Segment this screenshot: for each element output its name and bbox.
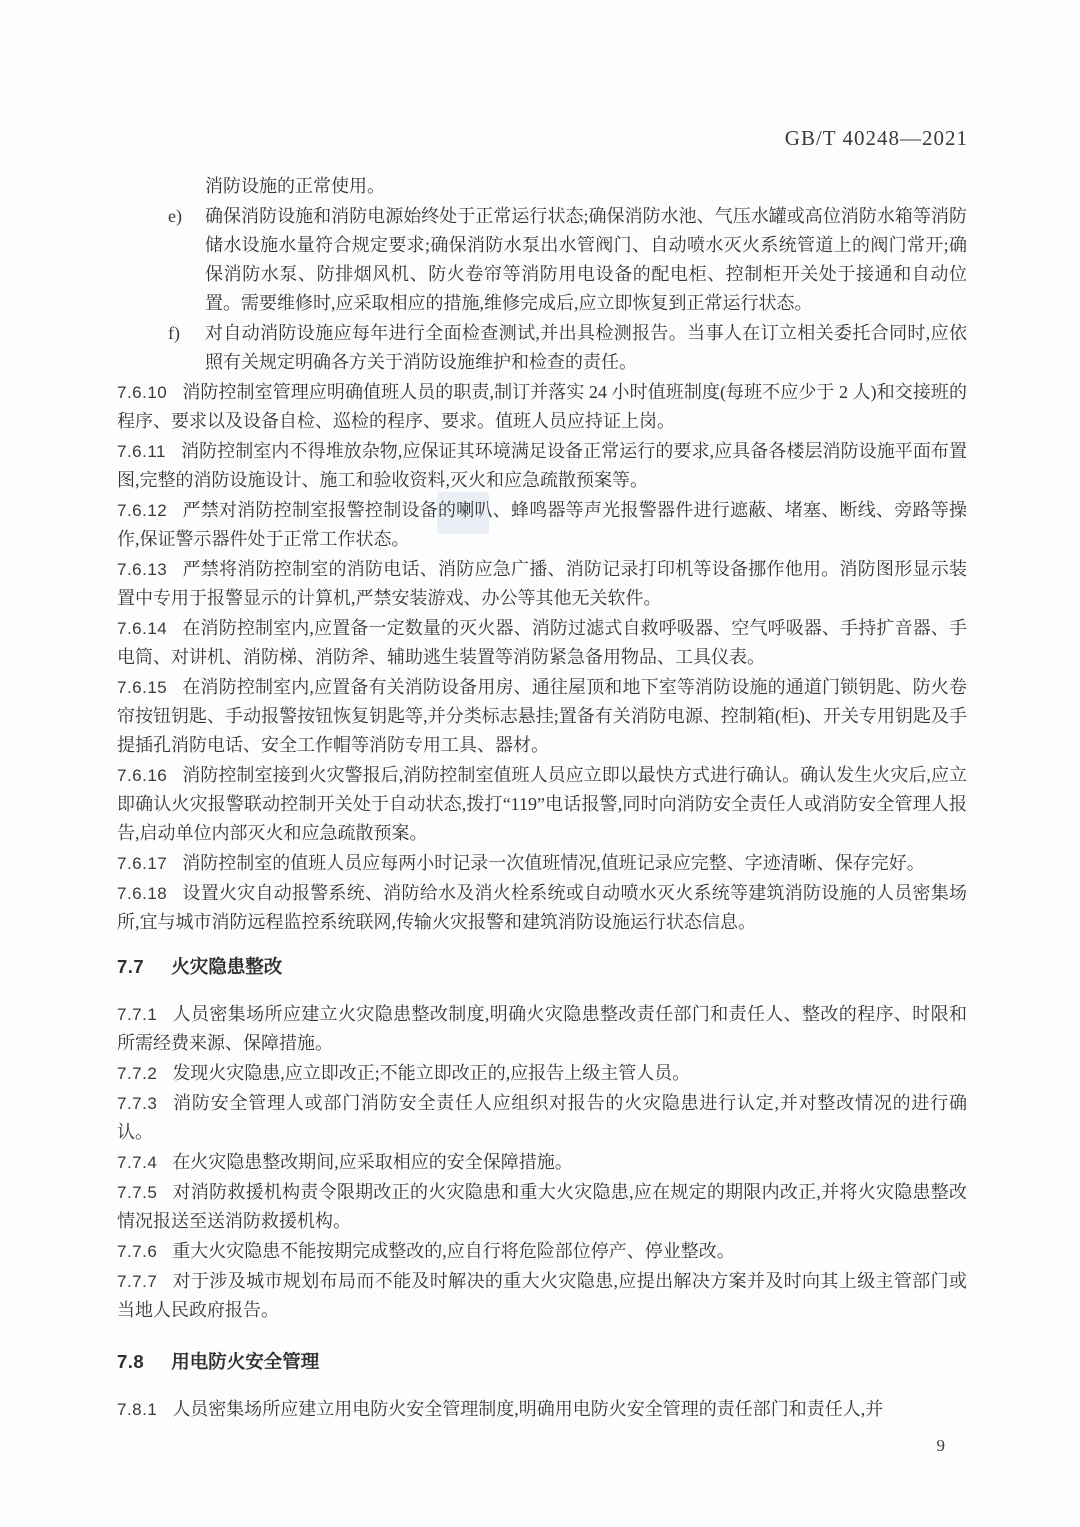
carryover-text: 消防设施的正常使用。: [205, 176, 385, 196]
clause-7-6-13: [117, 555, 967, 613]
standard-number: GB/T 40248—2021: [784, 126, 968, 150]
clause-number: 7.6.15: [117, 678, 168, 697]
list-text-f: 对自动消防设施应每年进行全面检查测试,并出具检测报告。当事人在订立相关委托合同时,应依照有关规定明确各方关于消防设施维护和检查的责任。: [205, 323, 967, 372]
clause-7-6-16: [117, 761, 967, 848]
clause-7-8-1: [117, 1395, 967, 1424]
section-number: 7.8: [117, 1351, 145, 1372]
clause-text: 人员密集场所应建立用电防火安全管理制度,明确用电防火安全管理的责任部门和责任人,并: [172, 1399, 884, 1419]
clause-number: 7.7.1: [117, 1005, 158, 1024]
clause-number: 7.7.5: [117, 1183, 158, 1202]
section-heading-7-8: [117, 1347, 967, 1376]
page-footer: [117, 1431, 967, 1460]
clause-7-6-17: [117, 849, 967, 878]
clause-text: 对消防救援机构责令限期改正的火灾隐患和重大火灾隐患,应在规定的期限内改正,并将火灾隐患整改情况报送至送消防救援机构。: [117, 1182, 967, 1231]
page-header: [785, 124, 968, 153]
clause-text: 重大火灾隐患不能按期完成整改的,应自行将危险部位停产、停业整改。: [172, 1241, 735, 1261]
clause-7-6-11: [117, 437, 967, 495]
clause-number: 7.6.18: [117, 884, 168, 903]
clause-text: 消防控制室内不得堆放杂物,应保证其环境满足设备正常运行的要求,应具备各楼层消防设施平面布置图,完整的消防设施设计、施工和验收资料,灭火和应急疏散预案等。: [117, 441, 967, 490]
list-marker-e: e): [168, 206, 182, 226]
clause-text: 对于涉及城市规划布局而不能及时解决的重大火灾隐患,应提出解决方案并及时向其上级主管部门或当地人民政府报告。: [117, 1271, 967, 1320]
clause-text: 严禁将消防控制室的消防电话、消防应急广播、消防记录打印机等设备挪作他用。消防图形显示装置中专用于报警显示的计算机,严禁安装游戏、办公等其他无关软件。: [117, 559, 967, 608]
section-title: 用电防火安全管理: [171, 1351, 320, 1372]
clause-number: 7.6.16: [117, 766, 168, 785]
clause-text: 严禁对消防控制室报警控制设备的喇叭、蜂鸣器等声光报警器件进行遮蔽、堵塞、断线、旁路等操作,保证警示器件处于正常工作状态。: [117, 500, 967, 549]
clause-text: 消防控制室的值班人员应每两小时记录一次值班情况,值班记录应完整、字迹清晰、保存完好。: [182, 853, 925, 873]
clause-number: 7.7.2: [117, 1064, 158, 1083]
list-item-f: [117, 319, 967, 377]
section-heading-7-7: [117, 952, 967, 981]
page-body: [117, 171, 967, 1460]
clause-7-7-1: [117, 1000, 967, 1058]
clause-number: 7.7.7: [117, 1272, 158, 1291]
clause-text: 消防控制室接到火灾警报后,消防控制室值班人员应立即以最快方式进行确认。确认发生火灾后,应立即确认火灾报警联动控制开关处于自动状态,拨打“119”电话报警,同时向消防安全责任人或消防安全管理人报告,启动单位内部灭火和应急疏散预案。: [117, 765, 967, 843]
section-title: 火灾隐患整改: [171, 956, 283, 977]
clause-7-6-10: [117, 378, 967, 436]
clause-7-6-14: [117, 614, 967, 672]
clause-number: 7.7.6: [117, 1242, 158, 1261]
clause-text: 消防控制室管理应明确值班人员的职责,制订并落实 24 小时值班制度(每班不应少于 2 人)和交接班的程序、要求以及设备自检、巡检的程序、要求。值班人员应持证上岗。: [117, 382, 967, 431]
clause-number: 7.6.11: [117, 442, 167, 461]
clause-7-7-7: [117, 1267, 967, 1325]
clause-7-7-6: [117, 1237, 967, 1266]
clause-text: 在火灾隐患整改期间,应采取相应的安全保障措施。: [172, 1152, 573, 1172]
clause-7-7-2: [117, 1059, 967, 1088]
list-text-e: 确保消防设施和消防电源始终处于正常运行状态;确保消防水池、气压水罐或高位消防水箱等消防储水设施水量符合规定要求;确保消防水泵出水管阀门、自动喷水灭火系统管道上的阀门常开;确保消防水泵、防排烟风机、防火卷帘等消防用电设备的配电柜、控制柜开关处于接通和自动位置。需要维修时,应采取相应的措施,维修完成后,应立即恢复到正常运行状态。: [205, 206, 967, 313]
clause-number: 7.7.4: [117, 1153, 158, 1172]
list-item-e: [117, 202, 967, 318]
clause-number: 7.6.12: [117, 501, 168, 520]
clause-text: 人员密集场所应建立火灾隐患整改制度,明确火灾隐患整改责任部门和责任人、整改的程序、时限和所需经费来源、保障措施。: [117, 1004, 967, 1053]
clause-number: 7.6.14: [117, 619, 168, 638]
clause-7-6-15: [117, 673, 967, 760]
clause-text: 在消防控制室内,应置备一定数量的灭火器、消防过滤式自救呼吸器、空气呼吸器、手持扩音器、手电筒、对讲机、消防梯、消防斧、辅助逃生装置等消防紧急备用物品、工具仪表。: [117, 618, 967, 667]
page-number: 9: [936, 1436, 945, 1455]
clause-number: 7.7.3: [117, 1094, 158, 1113]
clause-7-7-3: [117, 1089, 967, 1147]
clause-text: 设置火灾自动报警系统、消防给水及消火栓系统或自动喷水灭火系统等建筑消防设施的人员密集场所,宜与城市消防远程监控系统联网,传输火灾报警和建筑消防设施运行状态信息。: [117, 883, 967, 932]
clause-7-7-5: [117, 1178, 967, 1236]
clause-number: 7.6.13: [117, 560, 168, 579]
clause-number: 7.6.10: [117, 383, 168, 402]
clause-7-6-18: [117, 879, 967, 937]
list-marker-f: f): [168, 323, 180, 343]
clause-text: 消防安全管理人或部门消防安全责任人应组织对报告的火灾隐患进行认定,并对整改情况的进行确认。: [117, 1093, 967, 1142]
clause-7-6-12: [117, 496, 967, 554]
clause-text: 发现火灾隐患,应立即改正;不能立即改正的,应报告上级主管人员。: [172, 1063, 691, 1083]
section-number: 7.7: [117, 956, 145, 977]
clause-7-7-4: [117, 1148, 967, 1177]
clause-number: 7.8.1: [117, 1400, 158, 1419]
clause-number: 7.6.17: [117, 854, 168, 873]
clause-text: 在消防控制室内,应置备有关消防设备用房、通往屋顶和地下室等消防设施的通道门锁钥匙、防火卷帘按钮钥匙、手动报警按钮恢复钥匙等,并分类标志悬挂;置备有关消防电源、控制箱(柜)、开关专用钥匙及手提插孔消防电话、安全工作帽等消防专用工具、器材。: [117, 677, 967, 755]
